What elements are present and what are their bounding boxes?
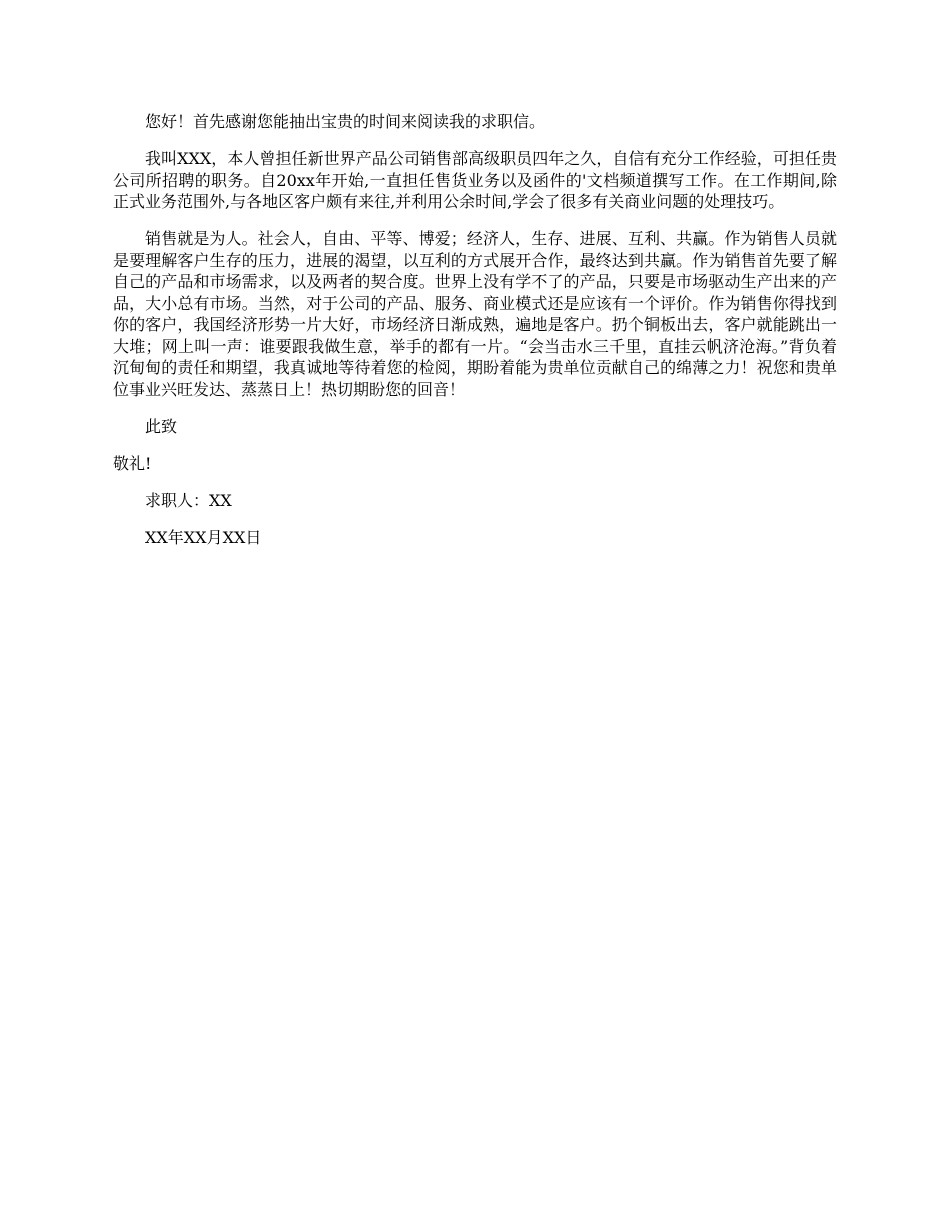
- salute-text: 敬礼!: [113, 453, 152, 473]
- date-line: XX年XX月XX日: [145, 527, 262, 547]
- body-paragraph: 销售就是为人。社会人，自由、平等、博爱；经济人，生存、进展、互利、共赢。作为销售人员就是要理解客户生存的压力，进展的渴望，以互利的方式展开合作，最终达到共赢。作为销售首先要了解自己的产品和市场需求，以及两者的契合度。世界上没有学不了的产品，只要是市场驱动生产出来的产品，大小总有市场。当然，对于公司的产品、服务、商业模式还是应该有一个评价。作为销售你得找到你的客户，我国经济形势一片大好，市场经济日渐成熟，遍地是客户。扔个铜板出去，客户就能跳出一大堆；网上叫一声：谁要跟我做生意，举手的都有一片。“会当击水三千里，直挂云帆济沧海。”背负着沉甸甸的责任和期望，我真诚地等待着您的检阅，期盼着能为贵单位贡献自己的绵薄之力！祝您和贵单位事业兴旺发达、蒸蒸日上！热切期盼您的回音！: [113, 229, 837, 399]
- cover-letter: [113, 111, 837, 564]
- signature-line: 求职人：XX: [145, 490, 232, 510]
- greeting-paragraph: 您好！首先感谢您能抽出宝贵的时间来阅读我的求职信。: [145, 112, 546, 131]
- closing-text: 此致: [145, 416, 178, 436]
- introduction-paragraph: 我叫XXX，本人曾担任新世界产品公司销售部高级职员四年之久，自信有充分工作经验，可担任贵公司所招聘的职务。自20xx年开始,一直担任售货业务以及函件的'文档频道撰写工作。在工作期间,除正式业务范围外,与各地区客户颇有来往,并利用公余时间,学会了很多有关商业问题的处理技巧。: [113, 149, 837, 211]
